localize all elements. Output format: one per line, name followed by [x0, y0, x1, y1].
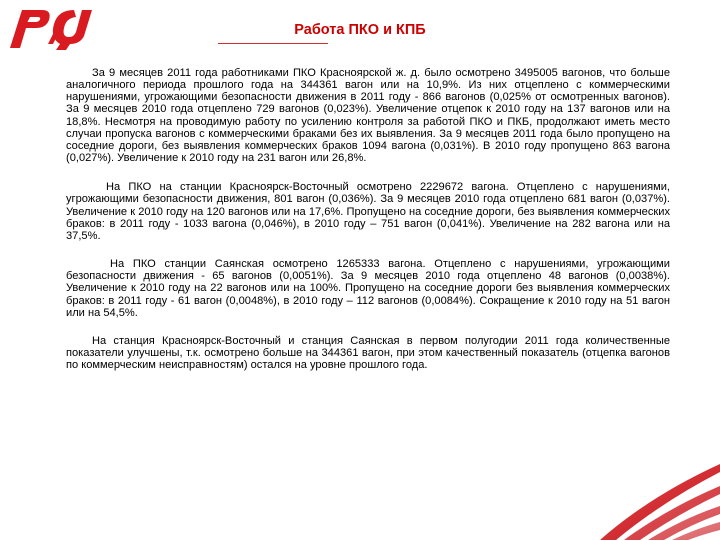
- rzd-logo-icon: [4, 4, 102, 52]
- page-title: Работа ПКО и КПБ: [294, 22, 426, 38]
- paragraph-conclusion: На станция Красноярск-Восточный и станция Саянская в первом полугодии 2011 года количественные показатели улучшены, т.к. осмотрено больше на 344361 вагон, при этом качественный показатель (отцепка вагонов по коммерческим неисправностям) остался на уровне прошлого года.: [66, 334, 670, 372]
- paragraph-krasnoyarsk-vostochny: На ПКО на станции Красноярск-Восточный осмотрено 2229672 вагона. Отцеплено с нарушениями, угрожающими безопасности движения, 801 вагон (0,036%). За 9 месяцев 2010 года отцеплено 681 вагон (0,037%). Увеличение к 2010 году на 120 вагонов или на 17,6%. Пропущено на соседние дороги, без выявления коммерческих браков: в 2011 году - 1033 вагона (0,046%), в 2010 году – 751 вагон (0,041%). Увеличение на 282 вагона или на 37,5%.: [66, 181, 670, 242]
- title-underline: [218, 43, 328, 44]
- red-swoosh-icon: [580, 456, 720, 540]
- paragraph-sayanskaya: На ПКО станции Саянская осмотрено 1265333 вагона. Отцеплено с нарушениями, угрожающими безопасности движения - 65 вагонов (0,0051%). За 9 месяцев 2010 года отцеплено 48 вагонов (0,0038%). Увеличение к 2010 году на 22 вагонов или на 100%. Пропущено на соседние дороги без выявления коммерческих браков: в 2011 году - 61 вагон (0,0048%), в 2010 году – 112 вагонов (0,0084%). Сокращение к 2010 году на 51 вагон или на 54,5%.: [66, 258, 670, 319]
- body-text: [66, 67, 670, 371]
- paragraph-summary: За 9 месяцев 2011 года работниками ПКО Красноярской ж. д. было осмотрено 3495005 вагонов, что больше аналогичного периода прошлого года на 344361 вагон или на 10,9%. Из них отцеплено с коммерческими нарушениями, угрожающими безопасности движения в 2011 году - 866 вагонов (0,025% от осмотренных вагонов). За 9 месяцев 2010 года отцеплено 729 вагонов (0,023%). Увеличение отцепок к 2010 году на 137 вагонов или на 18,8%. Несмотря на проводимую работу по усилению контроля за работой ПКО и ПКБ, продолжают иметь место случаи пропуска вагонов с коммерческими браками без их выявления. За 9 месяцев 2011 года было пропущено на соседние дороги, без выявления коммерческих браков 1094 вагона (0,031%). В 2010 году пропущено 863 вагона (0,027%). Увеличение к 2010 году на 231 вагон или 26,8%.: [66, 67, 670, 165]
